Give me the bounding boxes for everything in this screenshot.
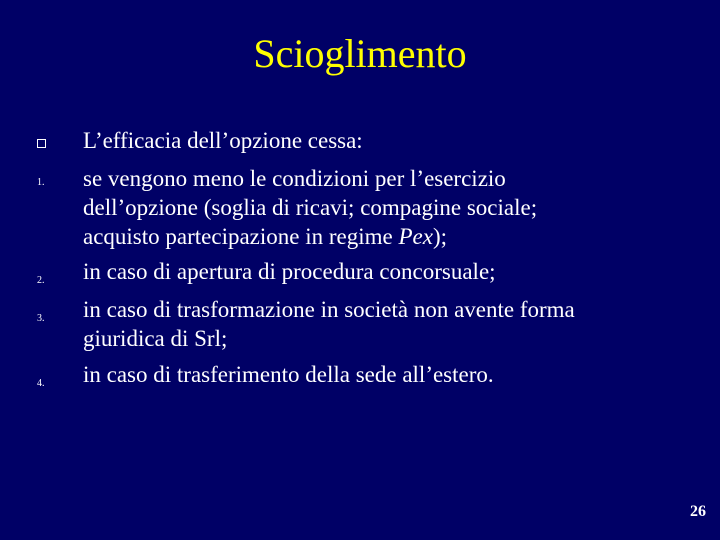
item-2-number: 2.: [37, 275, 45, 286]
item-1-number: 1.: [37, 177, 45, 188]
item-1-pex-text: Pex: [398, 224, 433, 249]
page-number: 26: [690, 503, 706, 520]
item-3-line-2: giuridica di Srl;: [83, 326, 228, 351]
item-1-line-3: [83, 222, 693, 251]
item-4-number: 4.: [37, 378, 45, 389]
intro-text: L’efficacia dell’opzione cessa:: [83, 128, 363, 153]
item-1-line-3-text: acquisto partecipazione in regime: [83, 224, 399, 249]
item-1-line-1: se vengono meno le condizioni per l’esercizio: [83, 166, 506, 191]
item-3-number: 3.: [37, 313, 45, 324]
item-3-line-1: in caso di trasformazione in società non avente forma: [83, 297, 575, 322]
slide-title: Scioglimento: [253, 31, 467, 76]
item-4-line-1: in caso di trasferimento della sede all’estero.: [83, 362, 494, 387]
item-1-line-2: dell’opzione (soglia di ricavi; compagine sociale;: [83, 195, 538, 220]
item-2-line-1: in caso di apertura di procedura concorsuale;: [83, 259, 496, 284]
item-1-line-3-end: );: [432, 224, 448, 249]
square-bullet-icon: [37, 139, 46, 148]
